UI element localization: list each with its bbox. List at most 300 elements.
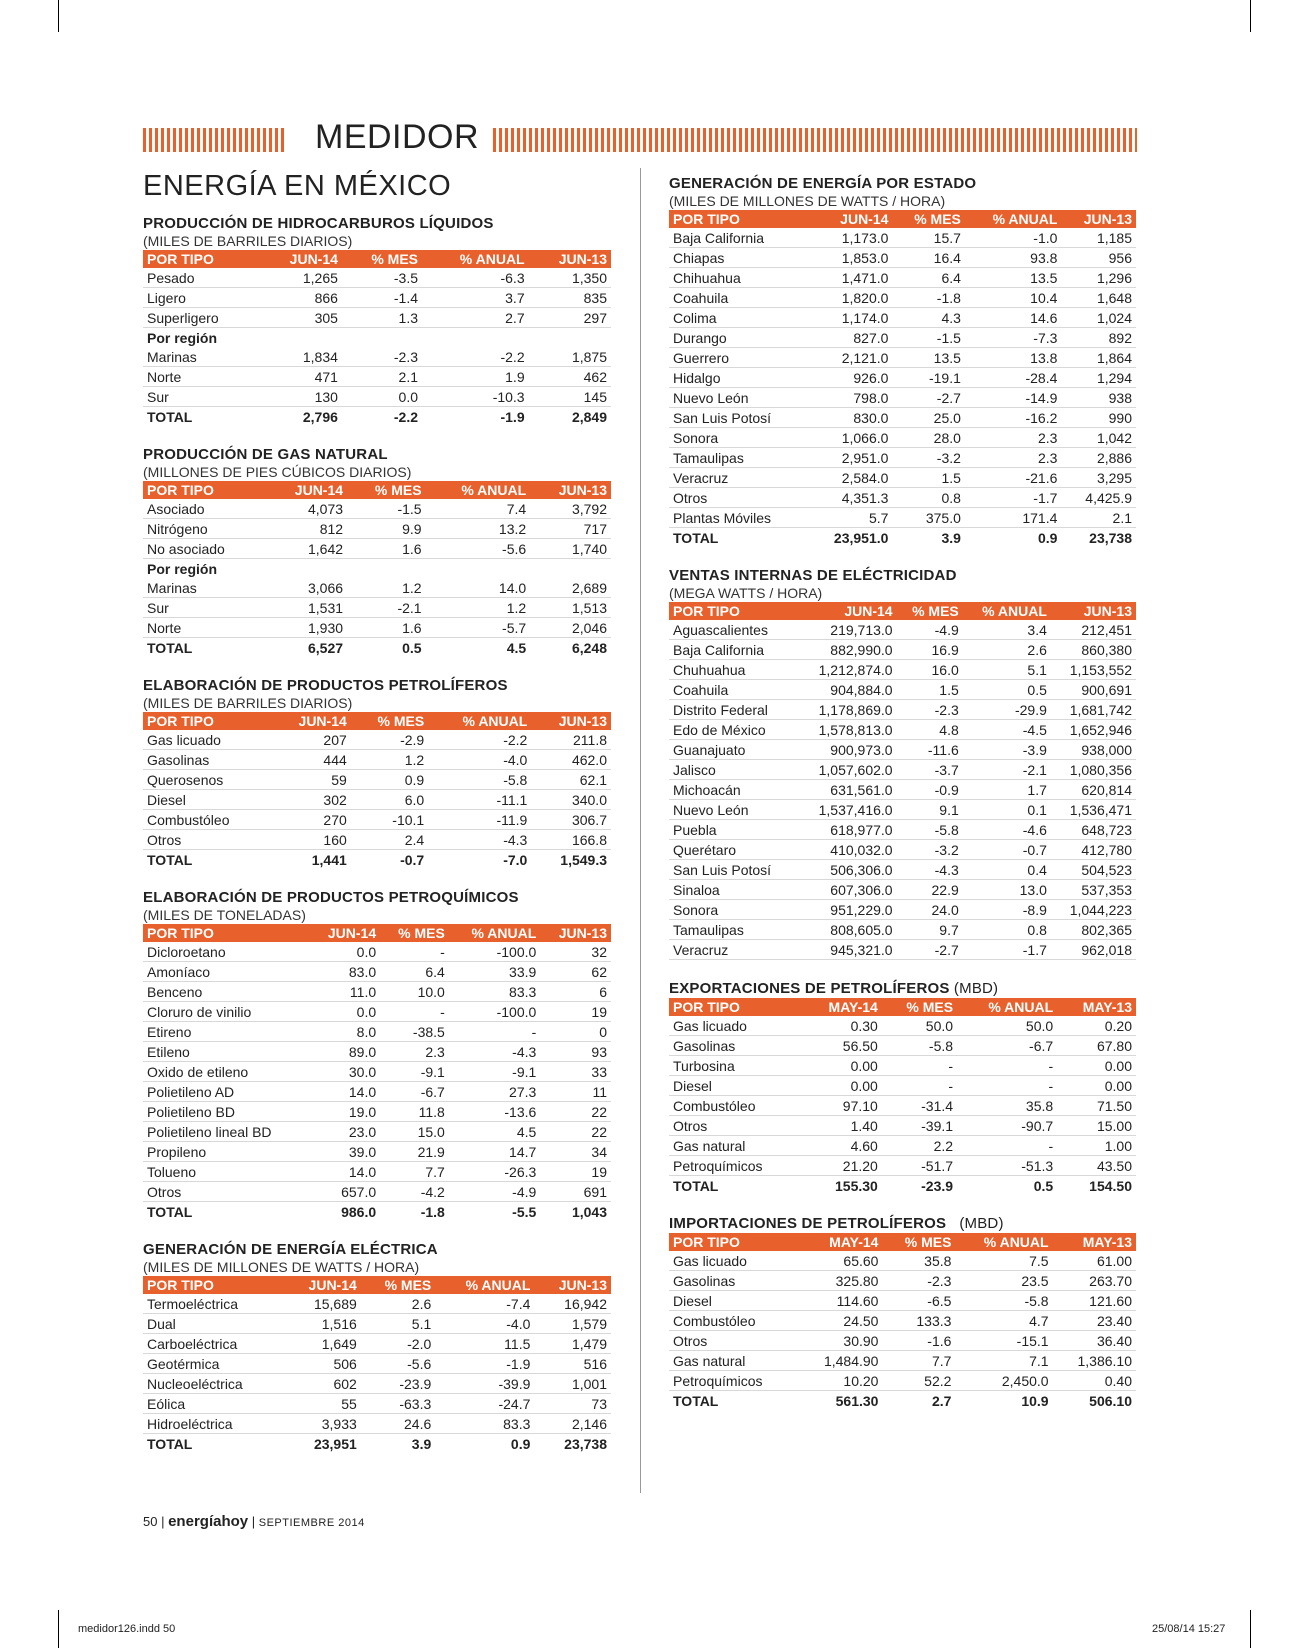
cell-value: -2.7	[892, 388, 964, 408]
cell-value: 0.5	[402, 639, 422, 656]
crop-mark-bottom-left	[58, 1610, 59, 1648]
cell-value: -6.3	[422, 268, 529, 288]
table-row	[669, 1271, 1136, 1291]
cell-value: 23,738	[1089, 529, 1132, 546]
cell-value: 1,296	[1061, 268, 1136, 288]
column-header: % ANUAL	[426, 481, 531, 499]
cell-value: -5.8	[897, 820, 963, 840]
table-title	[669, 175, 1136, 193]
table-title	[669, 567, 1136, 585]
cell-value: 1,549.3	[560, 851, 607, 868]
cell-value: 16.9	[897, 640, 963, 660]
column-header: POR TIPO	[143, 712, 271, 730]
cell-value: 802,365	[1051, 920, 1136, 940]
cell-value: 3,933	[284, 1414, 361, 1434]
column-header: JUN-14	[810, 210, 893, 228]
table-row	[669, 760, 1136, 780]
cell-value: 691	[540, 1182, 611, 1202]
cell-value: 297	[529, 308, 611, 328]
cell-value: -5.6	[361, 1354, 435, 1374]
cell-value: 506.10	[1089, 1392, 1132, 1409]
cell-value: 145	[529, 387, 611, 407]
cell-value: 561.30	[835, 1392, 879, 1409]
cell-value: -4.3	[428, 830, 531, 850]
cell-value: 1,173.0	[810, 228, 893, 248]
table-row	[669, 680, 1136, 700]
column-divider	[640, 168, 641, 1493]
row-label: Marinas	[143, 347, 260, 367]
row-label: Sonora	[669, 900, 797, 920]
table-row	[143, 1374, 611, 1394]
left-column	[143, 215, 611, 1473]
cell-value: 263.70	[1053, 1271, 1136, 1291]
cell-value: 2.3	[965, 448, 1062, 468]
row-label: Chiapas	[669, 248, 810, 268]
cell-value: 93.8	[965, 248, 1062, 268]
cell-value: 1,042	[1061, 428, 1136, 448]
cell-value: 900,691	[1051, 680, 1136, 700]
cell-value: 22	[540, 1122, 611, 1142]
cell-value: 808,605.0	[797, 920, 896, 940]
cell-value: -38.5	[380, 1022, 449, 1042]
cell-value: -5.8	[428, 770, 531, 790]
cell-value: -7.4	[435, 1294, 534, 1314]
cell-value: 0.1	[963, 800, 1051, 820]
column-header: JUN-13	[531, 712, 611, 730]
table-row	[143, 1414, 611, 1434]
data-table-section	[669, 980, 1136, 1195]
cell-value: 892	[1061, 328, 1136, 348]
cell-value: -31.4	[882, 1096, 957, 1116]
cell-value: 1,479	[534, 1334, 611, 1354]
table-row	[143, 618, 611, 638]
cell-value: 33	[540, 1062, 611, 1082]
cell-value: -10.3	[422, 387, 529, 407]
total-row	[669, 1176, 1136, 1196]
cell-value: -2.1	[963, 760, 1051, 780]
row-label: Gas natural	[669, 1351, 799, 1371]
cell-value: 62	[540, 962, 611, 982]
cell-value	[347, 559, 426, 579]
row-label: Gas licuado	[669, 1251, 799, 1271]
cell-value: -4.3	[897, 860, 963, 880]
cell-value: 270	[271, 810, 351, 830]
column-header: % MES	[347, 481, 426, 499]
column-header: POR TIPO	[669, 210, 810, 228]
row-label: Veracruz	[669, 940, 797, 960]
cell-value: 325.80	[799, 1271, 882, 1291]
cell-value: -100.0	[449, 942, 540, 962]
column-header: POR TIPO	[669, 1233, 799, 1251]
table-row	[143, 1002, 611, 1022]
cell-value: 866	[260, 288, 342, 308]
cell-value: 121.60	[1053, 1291, 1136, 1311]
column-header: % ANUAL	[963, 602, 1051, 620]
cell-value: 9.1	[897, 800, 963, 820]
cell-value: 1,057,602.0	[797, 760, 896, 780]
page-title: ENERGÍA EN MÉXICO	[143, 170, 452, 202]
cell-value: 4.3	[892, 308, 964, 328]
cell-value: 926.0	[810, 368, 893, 388]
table-header-row	[143, 250, 611, 268]
cell-value: 1.9	[422, 367, 529, 387]
cell-value: 3,295	[1061, 468, 1136, 488]
table-row	[143, 962, 611, 982]
cell-value: 1.40	[803, 1116, 882, 1136]
table-row	[143, 730, 611, 750]
table-row	[143, 1394, 611, 1414]
cell-value: 4,073	[266, 499, 347, 519]
cell-value: -11.9	[428, 810, 531, 830]
column-header: POR TIPO	[669, 602, 797, 620]
cell-value: 1.3	[342, 308, 422, 328]
cell-value: 4.5	[449, 1122, 540, 1142]
cell-value: 59	[271, 770, 351, 790]
table-row	[669, 660, 1136, 680]
table-row	[669, 1056, 1136, 1076]
cell-value: 516	[534, 1354, 611, 1374]
column-header: MAY-14	[799, 1233, 882, 1251]
cell-value: 2.4	[351, 830, 428, 850]
cell-value: -2.3	[882, 1271, 955, 1291]
table-row	[143, 810, 611, 830]
row-label: Termoeléctrica	[143, 1294, 284, 1314]
table-title-text: ELABORACIÓN DE PRODUCTOS PETROLÍFEROS	[143, 677, 508, 694]
cell-value: -7.0	[503, 851, 528, 868]
cell-value: 648,723	[1051, 820, 1136, 840]
cell-value	[342, 328, 422, 348]
table-row	[143, 308, 611, 328]
column-header: % ANUAL	[965, 210, 1062, 228]
column-header: JUN-13	[534, 1276, 611, 1294]
table-title	[143, 215, 611, 233]
cell-value: -14.9	[965, 388, 1062, 408]
row-label: Petroquímicos	[669, 1156, 803, 1176]
table-row	[143, 1162, 611, 1182]
cell-value: -2.0	[361, 1334, 435, 1354]
cell-value: 0.40	[1053, 1371, 1136, 1391]
row-label: Querétaro	[669, 840, 797, 860]
cell-value: -2.2	[393, 408, 418, 425]
column-header: % MES	[361, 1276, 435, 1294]
page-number: 50	[143, 1514, 158, 1529]
cell-value: 956	[1061, 248, 1136, 268]
cell-value: 462.0	[531, 750, 611, 770]
row-label: Sur	[143, 598, 266, 618]
cell-value: 938	[1061, 388, 1136, 408]
cell-value: 2,146	[534, 1414, 611, 1434]
cell-value	[266, 559, 347, 579]
cell-value: 23,951.0	[833, 529, 889, 546]
header-stripe-right	[493, 128, 1137, 152]
cell-value: 211.8	[531, 730, 611, 750]
cell-value: 5.1	[361, 1314, 435, 1334]
cell-value: 1,212,874.0	[797, 660, 896, 680]
row-label: Veracruz	[669, 468, 810, 488]
row-label: Diesel	[669, 1291, 799, 1311]
table-header-row	[143, 924, 611, 942]
table-unit: (MBD)	[949, 980, 999, 997]
row-label: Cloruro de vinilio	[143, 1002, 309, 1022]
cell-value: 30.0	[309, 1062, 380, 1082]
footer-separator: |	[251, 1514, 259, 1529]
cell-value: 0.00	[803, 1056, 882, 1076]
column-header: JUN-13	[530, 481, 611, 499]
row-label: Polietileno lineal BD	[143, 1122, 309, 1142]
table-subtitle: (MILES DE BARRILES DIARIOS)	[143, 233, 353, 249]
cell-value: 0.4	[963, 860, 1051, 880]
cell-value: 13.8	[965, 348, 1062, 368]
cell-value: -24.7	[435, 1394, 534, 1414]
column-header: % MES	[380, 924, 449, 942]
table-title	[669, 980, 1136, 998]
cell-value: 212,451	[1051, 620, 1136, 640]
table-row	[669, 388, 1136, 408]
row-label: Norte	[143, 618, 266, 638]
table-row	[669, 1076, 1136, 1096]
magazine-brand: energíahoy	[168, 1513, 249, 1530]
data-table-section	[669, 175, 1136, 547]
cell-value: -5.6	[426, 539, 531, 559]
cell-value: -1.5	[892, 328, 964, 348]
table-subtitle: (MILES DE BARRILES DIARIOS)	[143, 695, 353, 711]
table-row	[143, 578, 611, 598]
row-label: Colima	[669, 308, 810, 328]
cell-value: 160	[271, 830, 351, 850]
row-label: Tamaulipas	[669, 448, 810, 468]
cell-value: -	[957, 1056, 1057, 1076]
row-label: Otros	[143, 830, 271, 850]
cell-value: 1,294	[1061, 368, 1136, 388]
cell-value: 0.30	[803, 1016, 882, 1036]
row-label: Gas licuado	[669, 1016, 803, 1036]
cell-value: 114.60	[799, 1291, 882, 1311]
row-label: Pesado	[143, 268, 260, 288]
cell-value: 2.7	[931, 1392, 952, 1409]
table-row	[669, 720, 1136, 740]
cell-value: 166.8	[531, 830, 611, 850]
cell-value: 340.0	[531, 790, 611, 810]
column-header: JUN-13	[540, 924, 611, 942]
cell-value: 4,425.9	[1061, 488, 1136, 508]
cell-value: 6	[540, 982, 611, 1002]
cell-value: -1.6	[882, 1331, 955, 1351]
row-label: Polietileno BD	[143, 1102, 309, 1122]
table-row	[143, 1294, 611, 1314]
table-row	[669, 448, 1136, 468]
cell-value: 24.6	[361, 1414, 435, 1434]
row-label: Tamaulipas	[669, 920, 797, 940]
column-header: POR TIPO	[143, 250, 260, 268]
cell-value: -1.9	[500, 408, 525, 425]
cell-value	[260, 328, 342, 348]
crop-mark-top-right	[1250, 0, 1251, 32]
table-row	[669, 248, 1136, 268]
cell-value: -	[380, 1002, 449, 1022]
cell-value: 7.4	[426, 499, 531, 519]
table-row	[669, 860, 1136, 880]
column-header: JUN-13	[1061, 210, 1136, 228]
data-table	[669, 998, 1136, 1195]
cell-value: 1,579	[534, 1314, 611, 1334]
cell-value: -5.5	[512, 1203, 537, 1220]
row-label: Propileno	[143, 1142, 309, 1162]
cell-value: 15.00	[1057, 1116, 1136, 1136]
table-row	[143, 1082, 611, 1102]
cell-value: -2.2	[428, 730, 531, 750]
data-table-section	[669, 1215, 1136, 1410]
cell-value: 6,527	[308, 639, 344, 656]
cell-value: 2.3	[380, 1042, 449, 1062]
row-label: San Luis Potosí	[669, 408, 810, 428]
row-label: Norte	[143, 367, 260, 387]
table-row	[669, 700, 1136, 720]
cell-value: 8.0	[309, 1022, 380, 1042]
cell-value: -4.0	[428, 750, 531, 770]
cell-value: -1.0	[965, 228, 1062, 248]
cell-value: -16.2	[965, 408, 1062, 428]
cell-value: 23.0	[309, 1122, 380, 1142]
row-label: Otros	[669, 1116, 803, 1136]
cell-value: 9.9	[347, 519, 426, 539]
cell-value: -2.3	[342, 347, 422, 367]
table-row	[143, 347, 611, 367]
column-header: POR TIPO	[669, 998, 803, 1016]
cell-value: 1,642	[266, 539, 347, 559]
cell-value: -28.4	[965, 368, 1062, 388]
cell-value: 1,820.0	[810, 288, 893, 308]
subheading-row	[143, 559, 611, 579]
table-header-row	[669, 210, 1136, 228]
data-table-section	[143, 677, 611, 869]
cell-value: 4.7	[955, 1311, 1052, 1331]
row-label: Nucleoeléctrica	[143, 1374, 284, 1394]
footer-separator: |	[161, 1514, 169, 1529]
cell-value: -	[957, 1136, 1057, 1156]
cell-value: 1,043	[571, 1203, 607, 1220]
cell-value: 812	[266, 519, 347, 539]
cell-value: -1.4	[342, 288, 422, 308]
table-row	[669, 740, 1136, 760]
column-header: MAY-13	[1053, 1233, 1136, 1251]
row-label: TOTAL	[673, 1177, 719, 1194]
row-label: No asociado	[143, 539, 266, 559]
cell-value: 1,740	[530, 539, 611, 559]
cell-value: 2.2	[882, 1136, 957, 1156]
table-row	[669, 1016, 1136, 1036]
table-row	[143, 268, 611, 288]
cell-value: 444	[271, 750, 351, 770]
table-row	[669, 920, 1136, 940]
table-row	[143, 830, 611, 850]
cell-value: 631,561.0	[797, 780, 896, 800]
row-label: Otros	[669, 1331, 799, 1351]
row-label: Distrito Federal	[669, 700, 797, 720]
cell-value: -4.9	[449, 1182, 540, 1202]
cell-value: 0.8	[892, 488, 964, 508]
data-table	[669, 210, 1136, 547]
cell-value: 14.0	[309, 1162, 380, 1182]
row-label: Benceno	[143, 982, 309, 1002]
row-label: Carboeléctrica	[143, 1334, 284, 1354]
cell-value: -2.9	[351, 730, 428, 750]
cell-value: 83.0	[309, 962, 380, 982]
cell-value: 1,513	[530, 598, 611, 618]
cell-value: 2,584.0	[810, 468, 893, 488]
table-row	[669, 408, 1136, 428]
cell-value: 4.5	[506, 639, 527, 656]
cell-value: -5.8	[882, 1036, 957, 1056]
cell-value: 2.7	[422, 308, 529, 328]
row-label: Geotérmica	[143, 1354, 284, 1374]
cell-value: 5.1	[963, 660, 1051, 680]
cell-value: 607,306.0	[797, 880, 896, 900]
column-header: POR TIPO	[143, 481, 266, 499]
row-label: Por región	[147, 560, 218, 577]
table-row	[143, 1102, 611, 1122]
cell-value: 1.6	[347, 618, 426, 638]
row-label: Por región	[147, 329, 218, 346]
cell-value: -51.7	[882, 1156, 957, 1176]
data-table-section	[143, 1241, 611, 1453]
cell-value: 2.1	[342, 367, 422, 387]
cell-value: 10.20	[799, 1371, 882, 1391]
row-label: Ligero	[143, 288, 260, 308]
column-header: MAY-13	[1057, 998, 1136, 1016]
cell-value: 1.2	[351, 750, 428, 770]
cell-value: 1,536,471	[1051, 800, 1136, 820]
cell-value: 13.0	[963, 880, 1051, 900]
table-title-text: PRODUCCIÓN DE HIDROCARBUROS LÍQUIDOS	[143, 215, 494, 232]
cell-value: 1,853.0	[810, 248, 893, 268]
column-header: JUN-14	[260, 250, 342, 268]
row-label: TOTAL	[673, 1392, 719, 1409]
table-row	[669, 940, 1136, 960]
data-table-section	[143, 446, 611, 657]
row-label: Hidroeléctrica	[143, 1414, 284, 1434]
cell-value: -3.9	[963, 740, 1051, 760]
column-header: MAY-14	[803, 998, 882, 1016]
cell-value: 13.2	[426, 519, 531, 539]
table-title-text: GENERACIÓN DE ENERGÍA ELÉCTRICA	[143, 1241, 438, 1258]
cell-value: 951,229.0	[797, 900, 896, 920]
cell-value: -5.8	[955, 1291, 1052, 1311]
table-row	[669, 368, 1136, 388]
row-label: Durango	[669, 328, 810, 348]
cell-value: 7.1	[955, 1351, 1052, 1371]
row-label: Combustóleo	[669, 1311, 799, 1331]
cell-value: 2,121.0	[810, 348, 893, 368]
cell-value: 5.7	[810, 508, 893, 528]
table-row	[143, 790, 611, 810]
table-title-text: ELABORACIÓN DE PRODUCTOS PETROQUÍMICOS	[143, 889, 519, 906]
table-row	[669, 1291, 1136, 1311]
table-row	[669, 1351, 1136, 1371]
slug-date: 25/08/14 15:27	[1152, 1623, 1226, 1635]
table-title	[143, 677, 611, 695]
table-row	[669, 1331, 1136, 1351]
cell-value: 50.0	[957, 1016, 1057, 1036]
table-header-row	[669, 1233, 1136, 1251]
table-row	[669, 820, 1136, 840]
cell-value: 375.0	[892, 508, 964, 528]
cell-value: -2.2	[422, 347, 529, 367]
cell-value: 1,930	[266, 618, 347, 638]
row-label: Combustóleo	[669, 1096, 803, 1116]
cell-value: 882,990.0	[797, 640, 896, 660]
cell-value: -6.7	[957, 1036, 1057, 1056]
cell-value: 305	[260, 308, 342, 328]
